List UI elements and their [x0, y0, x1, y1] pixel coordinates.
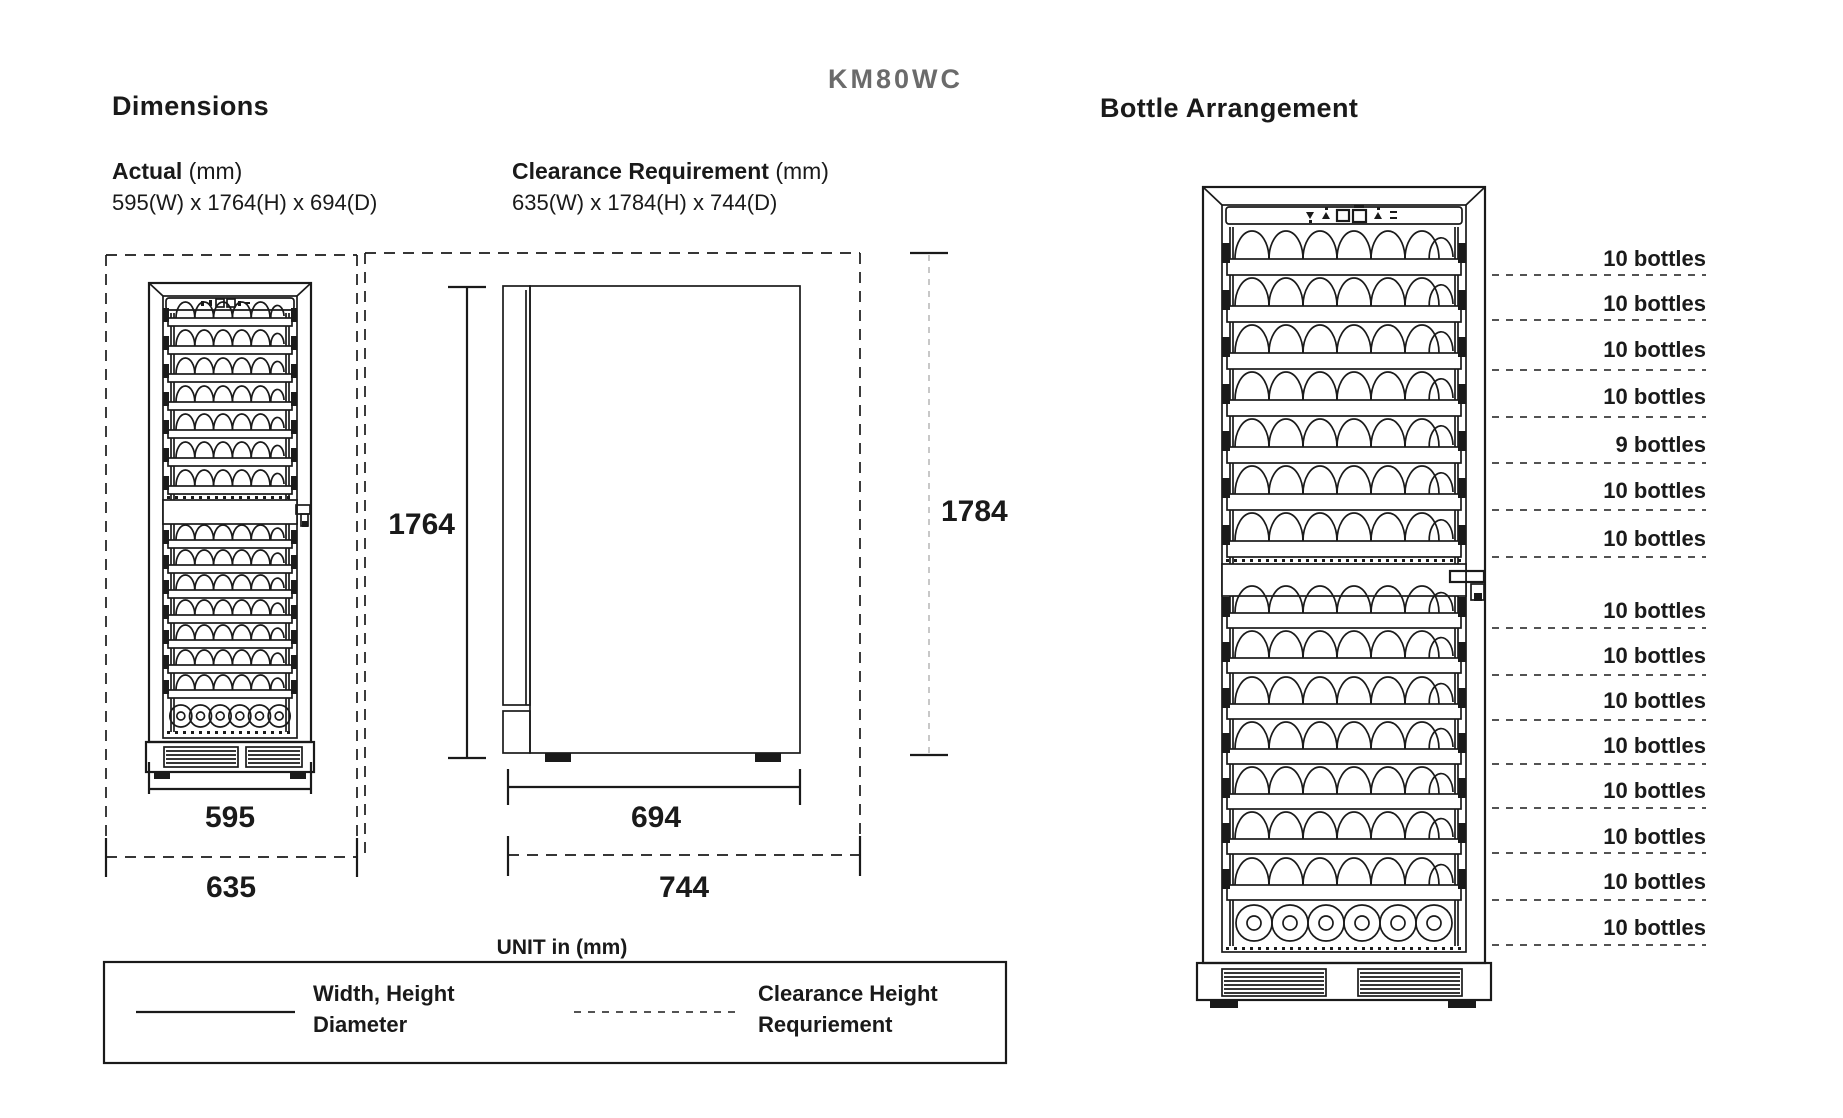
dim-label-clearance-depth: 744: [658, 871, 710, 904]
bottle-count-label: 10 bottles: [1603, 733, 1706, 758]
bottle-count-label: 10 bottles: [1603, 778, 1706, 803]
bottle-count-label: 10 bottles: [1603, 688, 1706, 713]
dim-label-clearance-height: 1784: [941, 495, 1008, 528]
bottle-arrangement-heading: Bottle Arrangement: [1100, 93, 1359, 123]
front-view-drawing: [146, 283, 314, 779]
legend-dashed-line1: Clearance Height: [758, 981, 938, 1006]
bottle-count-label: 10 bottles: [1603, 478, 1706, 503]
actual-label-strong: Actual: [112, 158, 183, 184]
bottle-count-label: 10 bottles: [1603, 246, 1706, 271]
legend-solid-line1: Width, Height: [313, 981, 455, 1006]
legend-dashed-line2: Requriement: [758, 1012, 893, 1037]
clearance-dims-label: [512, 158, 829, 185]
bottle-count-label: 9 bottles: [1615, 432, 1706, 457]
dim-label-height: 1764: [388, 508, 455, 541]
actual-dims-label: [112, 158, 242, 185]
dim-label-depth: 694: [630, 801, 682, 834]
legend-solid-line2: Diameter: [313, 1012, 408, 1037]
side-view-drawing: [503, 286, 800, 762]
bottle-count-label: 10 bottles: [1603, 337, 1706, 362]
model-title: KM80WC: [828, 64, 964, 94]
clearance-unit: (mm): [768, 158, 829, 184]
clearance-dims-value: 635(W) x 1784(H) x 744(D): [512, 190, 778, 215]
dim-label-clearance-width: 635: [205, 871, 257, 904]
dim-label-width: 595: [204, 801, 256, 834]
bottle-count-label: 10 bottles: [1603, 291, 1706, 316]
actual-dims-value: 595(W) x 1764(H) x 694(D): [112, 190, 378, 215]
actual-unit: (mm): [182, 158, 243, 184]
bottle-count-label: 10 bottles: [1603, 824, 1706, 849]
clearance-label-strong: Clearance Requirement: [512, 158, 769, 184]
bottle-count-label: 10 bottles: [1603, 869, 1706, 894]
unit-note: UNIT in (mm): [496, 936, 628, 959]
bottle-count-label: 10 bottles: [1603, 598, 1706, 623]
bottle-count-label: 10 bottles: [1603, 643, 1706, 668]
bottle-count-label: 10 bottles: [1603, 526, 1706, 551]
bottle-count-label: 10 bottles: [1603, 384, 1706, 409]
dimensions-heading: Dimensions: [112, 91, 270, 121]
bottle-arrangement-drawing: [1197, 187, 1491, 1008]
bottle-count-label: 10 bottles: [1603, 915, 1706, 940]
